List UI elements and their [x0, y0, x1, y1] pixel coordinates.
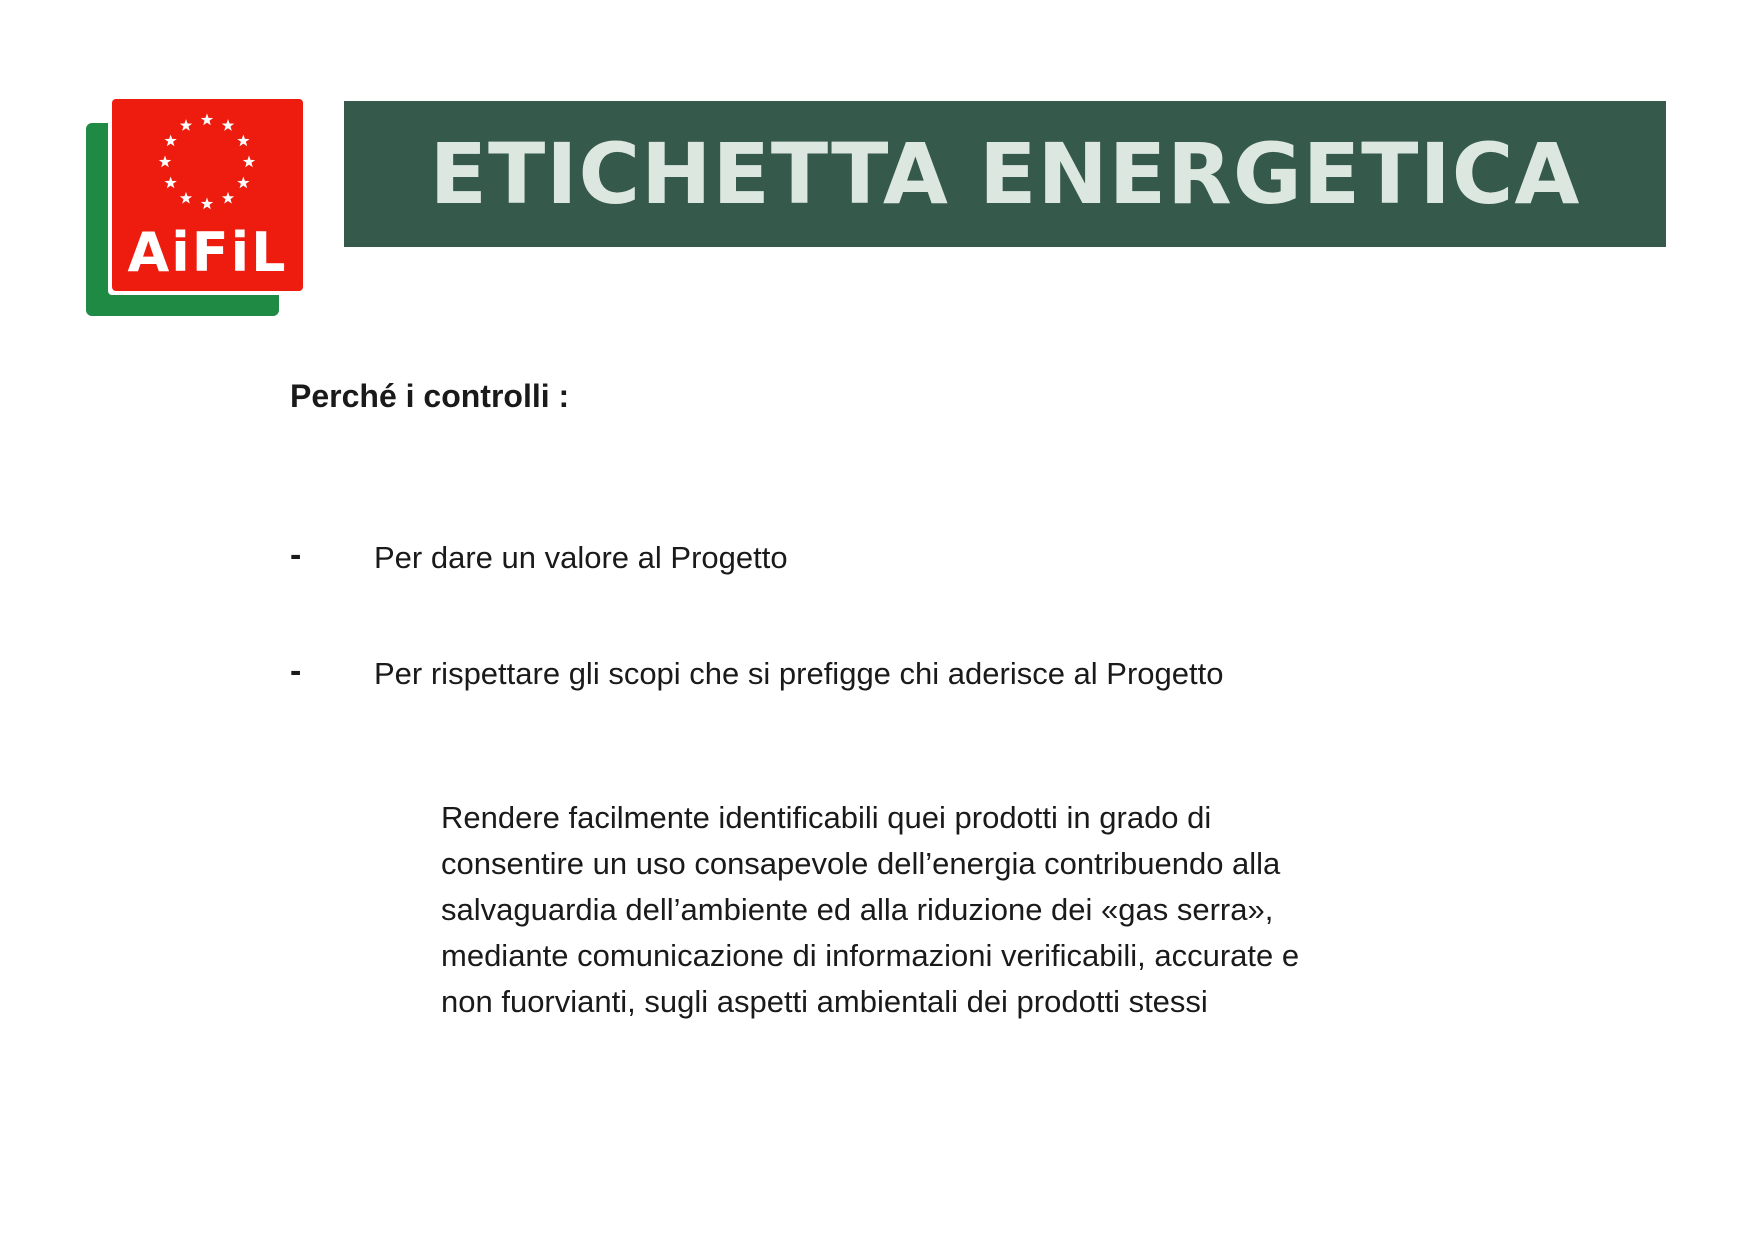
paragraph-line: consentire un uso consapevole dell’energia contribuendo alla — [441, 846, 1281, 881]
title-banner — [344, 101, 1666, 247]
logo-red-square — [112, 99, 303, 291]
star-icon — [164, 135, 176, 147]
star-icon — [237, 135, 249, 147]
paragraph-line: Rendere facilmente identificabili quei prodotti in grado di — [441, 800, 1212, 835]
star-icon — [222, 192, 234, 204]
paragraph-line: salvaguardia dell’ambiente ed alla riduzione dei «gas serra», — [441, 892, 1274, 927]
star-icon — [237, 177, 249, 189]
star-icon — [222, 119, 234, 131]
star-icon — [243, 156, 255, 168]
description-paragraph — [441, 795, 1421, 1025]
logo-wordmark: AiFiL — [127, 221, 288, 284]
star-icon — [180, 119, 192, 131]
paragraph-line: non fuorvianti, sugli aspetti ambientali dei prodotti stessi — [441, 984, 1208, 1019]
star-icon — [159, 156, 171, 168]
star-icon — [180, 192, 192, 204]
bullet-text: Per dare un valore al Progetto — [374, 540, 788, 575]
bullet-marker: - — [290, 652, 302, 690]
bullet-text: Per rispettare gli scopi che si prefigge chi aderisce al Progetto — [374, 656, 1224, 691]
bullet-marker: - — [290, 536, 302, 574]
star-icon — [201, 114, 213, 126]
paragraph-line: mediante comunicazione di informazioni verificabili, accurate e — [441, 938, 1300, 973]
section-heading: Perché i controlli : — [290, 378, 570, 414]
star-icon — [164, 177, 176, 189]
page-title: ETICHETTA ENERGETICA — [429, 125, 1581, 223]
aifil-logo — [86, 99, 306, 319]
eu-stars-icon — [112, 99, 303, 219]
star-icon — [201, 198, 213, 210]
